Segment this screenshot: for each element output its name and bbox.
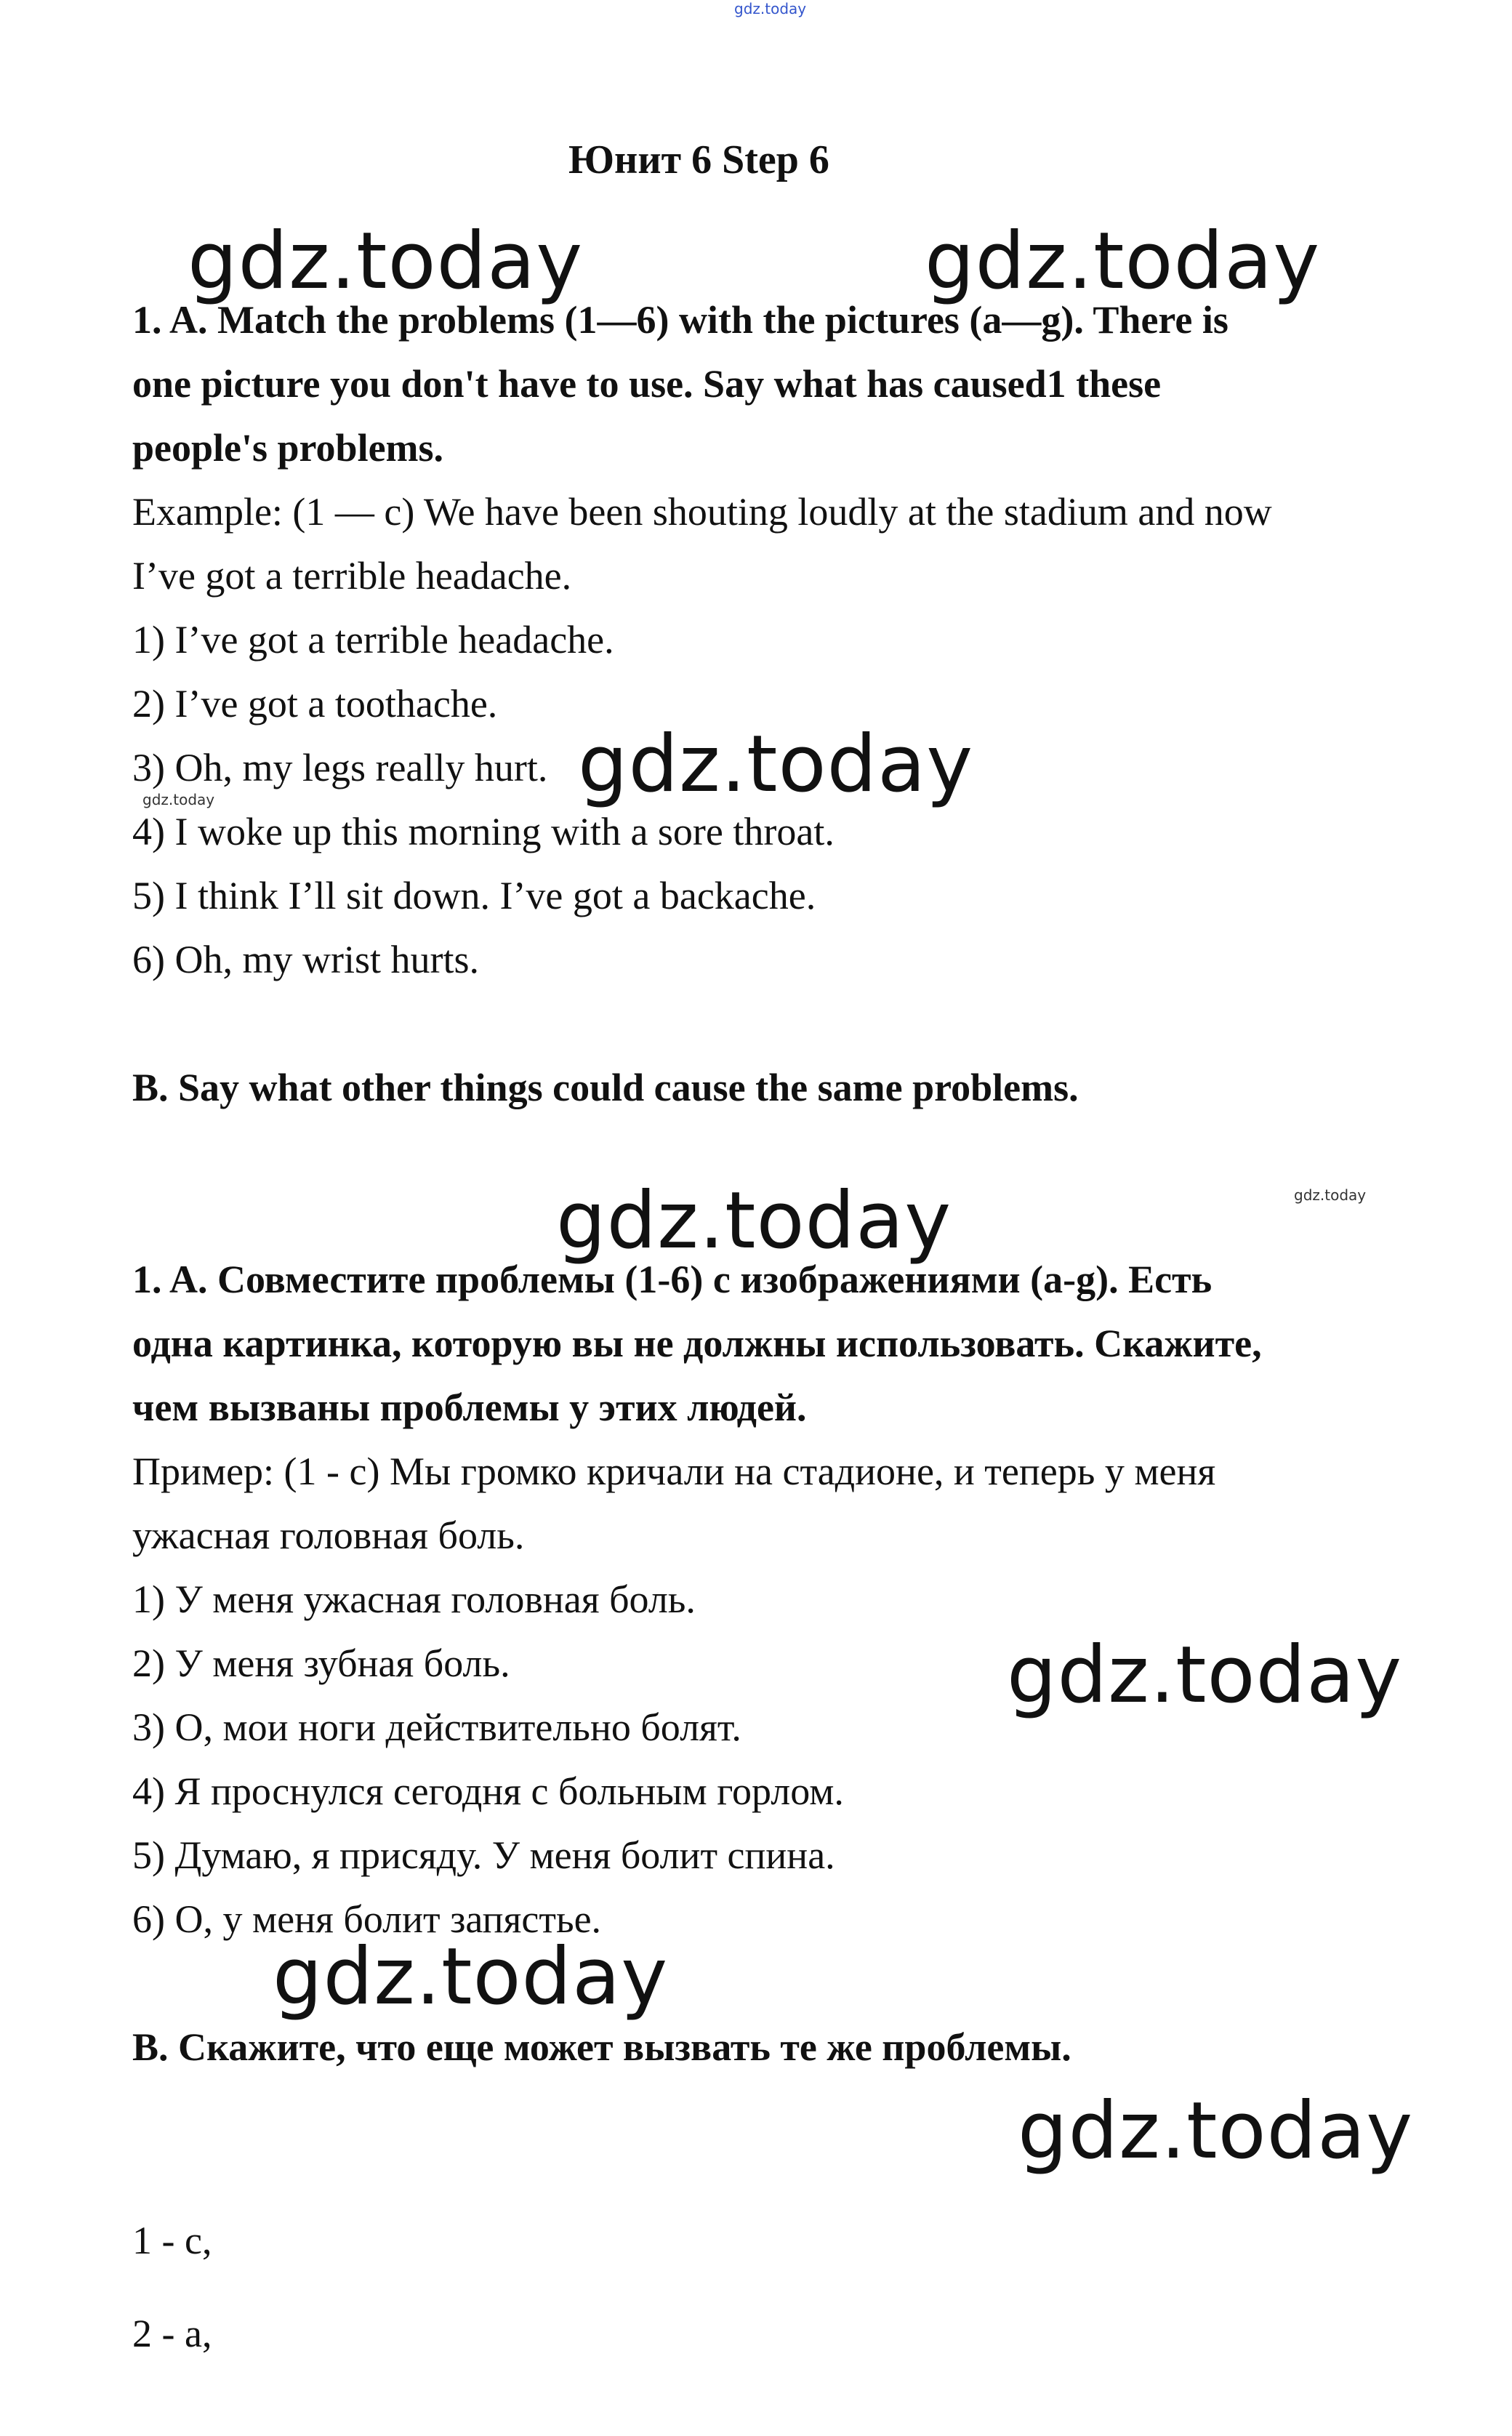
english-item: 6) Oh, my wrist hurts.	[132, 938, 479, 981]
english-item: 5) I think I’ll sit down. I’ve got a backache.	[132, 874, 816, 917]
english-item: 3) Oh, my legs really hurt.	[132, 746, 548, 789]
task-a-english-line: one picture you don't have to use. Say what has caused1 these	[132, 362, 1162, 406]
watermark: gdz.today	[1007, 1630, 1403, 1721]
example-russian-line: Пример: (1 - c) Мы громко кричали на стадионе, и теперь у меня	[132, 1450, 1216, 1493]
watermark-small: gdz.today	[1294, 1186, 1367, 1204]
watermark: gdz.today	[925, 216, 1321, 307]
watermark: gdz.today	[578, 719, 974, 810]
russian-item: 6) О, у меня болит запястье.	[132, 1897, 602, 1941]
russian-item: 1) У меня ужасная головная боль.	[132, 1577, 696, 1621]
task-a-russian-line: одна картинка, которую вы не должны использовать. Скажите,	[132, 1322, 1262, 1365]
russian-item: 2) У меня зубная боль.	[132, 1641, 510, 1685]
task-b-russian: B. Скажите, что еще может вызвать те же проблемы.	[132, 2025, 1071, 2069]
example-english-line: I’ve got a terrible headache.	[132, 554, 572, 598]
task-a-russian-line: 1. A. Совместите проблемы (1-6) с изображениями (a-g). Есть	[132, 1258, 1213, 1301]
example-english-line: Example: (1 — c) We have been shouting loudly at the stadium and now	[132, 490, 1272, 534]
english-item: 2) I’ve got a toothache.	[132, 682, 498, 725]
watermark: gdz.today	[1018, 2086, 1414, 2176]
watermark-small: gdz.today	[142, 791, 215, 808]
russian-item: 5) Думаю, я присяду. У меня болит спина.	[132, 1833, 835, 1877]
task-a-english-line: people's problems.	[132, 426, 444, 470]
task-a-english-line: 1. A. Match the problems (1—6) with the pictures (a—g). There is	[132, 298, 1228, 342]
watermark: gdz.today	[556, 1175, 952, 1266]
example-russian-line: ужасная головная боль.	[132, 1514, 525, 1557]
answer-line: 2 - а,	[132, 2312, 212, 2355]
task-b-english: B. Say what other things could cause the same problems.	[132, 1066, 1079, 1109]
russian-item: 4) Я проснулся сегодня с больным горлом.	[132, 1769, 844, 1813]
english-item: 4) I woke up this morning with a sore throat.	[132, 810, 835, 853]
english-item: 1) I’ve got a terrible headache.	[132, 618, 614, 662]
answer-line: 1 - с,	[132, 2219, 212, 2262]
watermark-top: gdz.today	[734, 0, 807, 17]
watermark: gdz.today	[273, 1931, 669, 2022]
page-title: Юнит 6 Step 6	[568, 137, 829, 182]
task-a-russian-line: чем вызваны проблемы у этих людей.	[132, 1386, 807, 1429]
watermark: gdz.today	[188, 216, 584, 307]
russian-item: 3) О, мои ноги действительно болят.	[132, 1705, 741, 1749]
